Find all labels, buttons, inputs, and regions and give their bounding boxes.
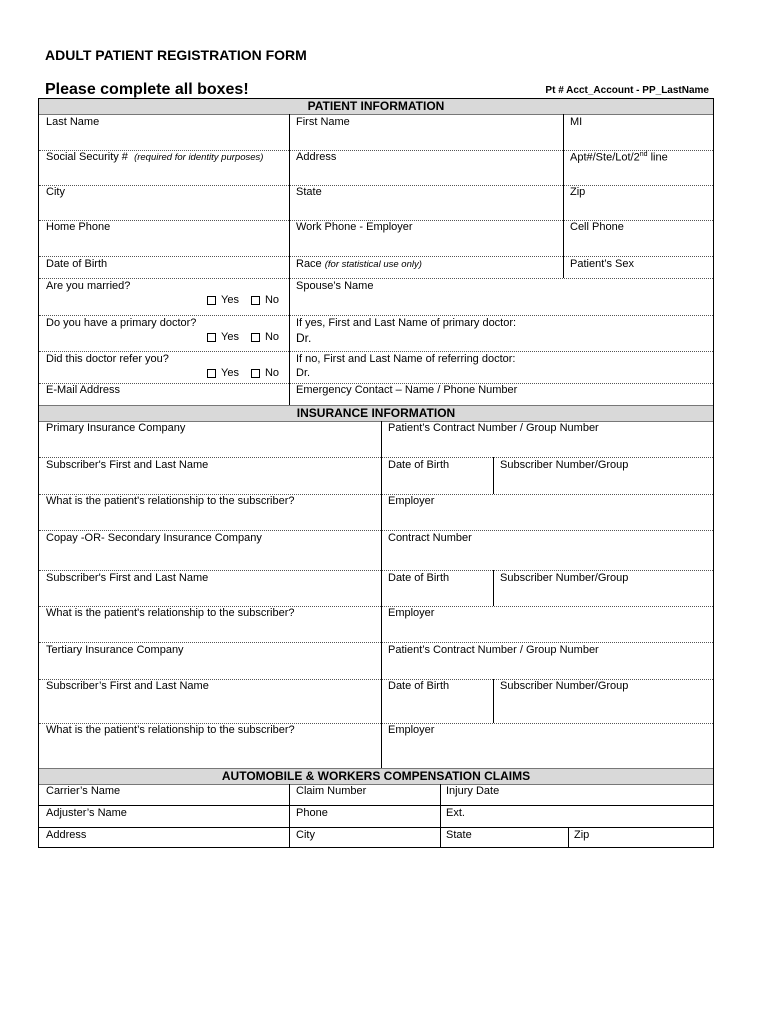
married-options — [207, 294, 291, 306]
no-label: No — [264, 367, 280, 379]
row-divider — [39, 256, 713, 257]
primary-relationship-label: What is the patient's relationship to the subscriber? — [46, 495, 295, 507]
referred-no-option[interactable] — [251, 367, 279, 379]
row-divider — [39, 642, 713, 643]
claims-ext-label: Ext. — [446, 807, 465, 819]
claims-city-label: City — [296, 829, 315, 841]
primary-subscriber-name-label: Subscriber's First and Last Name — [46, 459, 209, 471]
primary-contract-label: Patient’s Contract Number / Group Number — [388, 422, 599, 434]
column-divider — [493, 570, 494, 606]
address-label: Address — [296, 151, 337, 163]
tertiary-employer-label: Employer — [388, 724, 435, 736]
column-divider — [381, 421, 382, 768]
ssn-label — [46, 151, 263, 163]
spouse-label: Spouse’s Name — [296, 280, 374, 292]
ssn-label-text: Social Security # — [46, 151, 128, 163]
row-divider — [39, 570, 713, 571]
yes-label: Yes — [221, 367, 239, 379]
column-divider — [289, 114, 290, 405]
claims-state-label: State — [446, 829, 472, 841]
primary-doctor-options — [207, 331, 291, 343]
email-label: E-Mail Address — [46, 384, 120, 396]
form-instruction: Please complete all boxes! — [45, 81, 249, 98]
primary-subscriber-dob-label: Date of Birth — [388, 459, 450, 471]
secondary-relationship-label: What is the patient's relationship to the subscriber? — [46, 607, 295, 619]
secondary-subscriber-dob-label: Date of Birth — [388, 572, 450, 584]
referred-yes-option[interactable] — [207, 367, 239, 379]
tertiary-insurance-label: Tertiary Insurance Company — [46, 644, 184, 656]
apt-label-sup: nd — [639, 151, 648, 158]
column-divider — [493, 679, 494, 723]
secondary-subscriber-number-label: Subscriber Number/Group — [500, 572, 629, 584]
row-divider — [39, 530, 713, 531]
checkbox-icon[interactable] — [251, 333, 260, 342]
no-label: No — [264, 331, 280, 343]
row-divider — [39, 185, 713, 186]
married-label: Are you married? — [46, 280, 131, 292]
zip-label: Zip — [570, 186, 586, 198]
tertiary-relationship-label: What is the patient’s relationship to the subscriber? — [46, 724, 295, 736]
checkbox-icon[interactable] — [207, 369, 216, 378]
yes-label: Yes — [221, 331, 239, 343]
apt-label-prefix: Apt#/Ste/Lot/2 — [570, 151, 640, 164]
apt-label — [570, 151, 668, 164]
married-no-option[interactable] — [251, 294, 279, 306]
first-name-label: First Name — [296, 116, 350, 128]
secondary-employer-label: Employer — [388, 607, 435, 619]
claims-address-label: Address — [46, 829, 87, 841]
column-divider — [289, 784, 290, 848]
last-name-label: Last Name — [46, 116, 100, 128]
tertiary-subscriber-dob-label: Date of Birth — [388, 680, 450, 692]
emergency-contact-label: Emergency Contact – Name / Phone Number — [296, 384, 518, 396]
injury-date-label: Injury Date — [446, 785, 500, 797]
primary-doctor-name-label: If yes, First and Last Name of primary doctor: — [296, 317, 517, 329]
checkbox-icon[interactable] — [251, 369, 260, 378]
insurance-section-header: INSURANCE INFORMATION — [39, 405, 713, 422]
primary-doctor-no-option[interactable] — [251, 331, 279, 343]
account-reference: Pt # Acct_Account - PP_LastName — [545, 85, 709, 96]
checkbox-icon[interactable] — [251, 296, 260, 305]
primary-subscriber-number-label: Subscriber Number/Group — [500, 459, 629, 471]
primary-doctor-prefix: Dr. — [296, 331, 312, 345]
race-label — [296, 258, 422, 270]
referring-doctor-name-label: If no, First and Last Name of referring doctor: — [296, 353, 516, 365]
tertiary-subscriber-name-label: Subscriber’s First and Last Name — [46, 680, 209, 692]
race-label-text: Race — [296, 258, 322, 270]
married-yes-option[interactable] — [207, 294, 239, 306]
referred-label: Did this doctor refer you? — [46, 353, 169, 365]
claims-phone-label: Phone — [296, 807, 328, 819]
apt-label-suffix: line — [647, 151, 668, 164]
primary-employer-label: Employer — [388, 495, 435, 507]
claims-section-header: AUTOMOBILE & WORKERS COMPENSATION CLAIMS — [39, 768, 713, 785]
home-phone-label: Home Phone — [46, 221, 111, 233]
yes-label: Yes — [221, 294, 239, 306]
secondary-contract-label: Contract Number — [388, 532, 472, 544]
race-note: (for statistical use only) — [324, 259, 422, 270]
work-phone-label: Work Phone - Employer — [296, 221, 413, 233]
form-title: ADULT PATIENT REGISTRATION FORM — [45, 47, 307, 63]
claim-number-label: Claim Number — [296, 785, 367, 797]
ssn-note: (required for identity purposes) — [134, 152, 264, 163]
tertiary-contract-label: Patient’s Contract Number / Group Number — [388, 644, 599, 656]
dob-label: Date of Birth — [46, 258, 108, 270]
row-divider — [39, 315, 713, 316]
column-divider — [568, 827, 569, 848]
row-divider — [39, 457, 713, 458]
referred-options — [207, 367, 291, 379]
state-label: State — [296, 186, 322, 198]
sex-label: Patient’s Sex — [570, 258, 635, 270]
tertiary-subscriber-number-label: Subscriber Number/Group — [500, 680, 629, 692]
carrier-label: Carrier’s Name — [46, 785, 121, 797]
primary-insurance-label: Primary Insurance Company — [46, 422, 186, 434]
adjuster-label: Adjuster’s Name — [46, 807, 127, 819]
column-divider — [563, 114, 564, 278]
city-label: City — [46, 186, 65, 198]
registration-form — [38, 98, 714, 848]
primary-doctor-yes-option[interactable] — [207, 331, 239, 343]
referring-doctor-prefix: Dr. — [296, 367, 311, 379]
patient-section-header: PATIENT INFORMATION — [39, 99, 713, 115]
mi-label: MI — [570, 116, 583, 128]
no-label: No — [264, 294, 280, 306]
primary-doctor-label: Do you have a primary doctor? — [46, 317, 197, 329]
column-divider — [493, 457, 494, 494]
row-divider — [39, 278, 713, 279]
secondary-insurance-label: Copay -OR- Secondary Insurance Company — [46, 532, 262, 544]
row-divider — [39, 827, 713, 828]
column-divider — [440, 784, 441, 848]
claims-zip-label: Zip — [574, 829, 590, 841]
checkbox-icon[interactable] — [207, 333, 216, 342]
row-divider — [39, 805, 713, 806]
cell-phone-label: Cell Phone — [570, 221, 624, 233]
secondary-subscriber-name-label: Subscriber's First and Last Name — [46, 572, 209, 584]
row-divider — [39, 351, 713, 352]
checkbox-icon[interactable] — [207, 296, 216, 305]
